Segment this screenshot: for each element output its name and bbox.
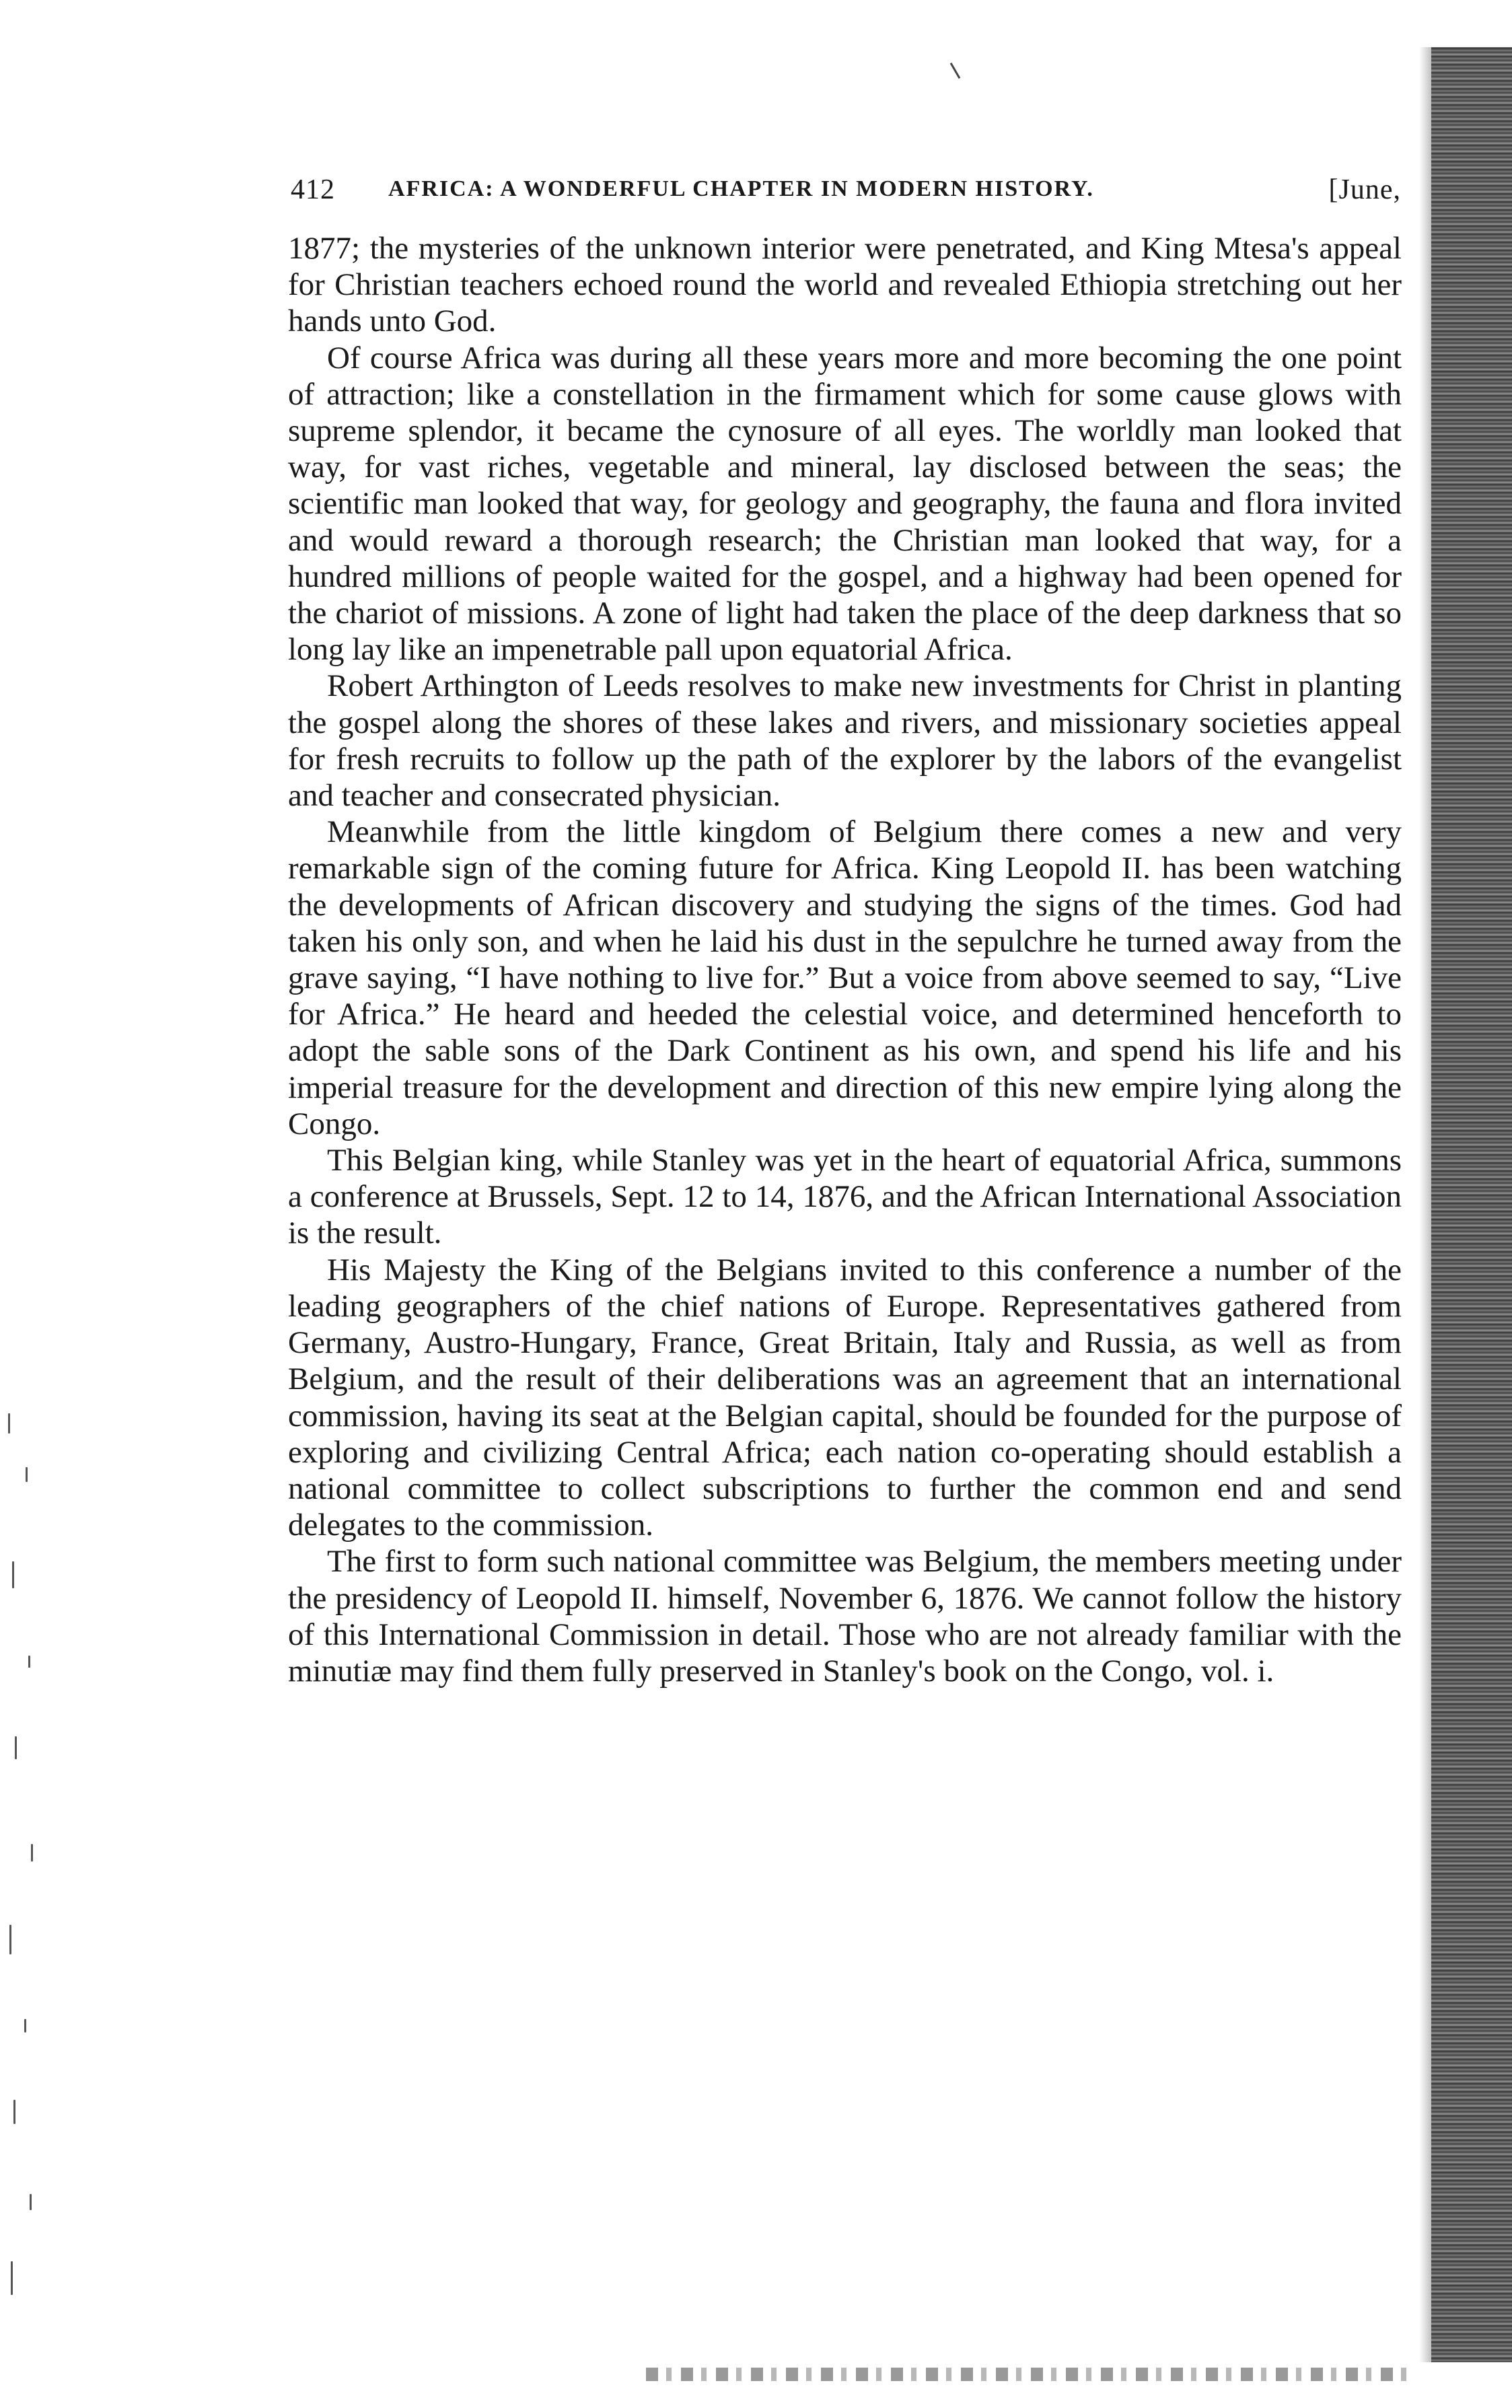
paragraph-6: His Majesty the King of the Belgians invited to this conference a number of the leading geographers of the chief nations of Europe. Representatives gathered from Germany, Austro-Hungary, France, Great Britain, Italy and Russia, as well as from Belgium, and the result of their deliberations was an agreement that an international commission, having its seat at the Belgian capital, should be founded for the purpose of exploring and civilizing Central Africa; each nation co-operating should establish a national committee to collect subscriptions to further the common end and send delegates to the commission. [288,1252,1402,1543]
page-header [291,174,1401,214]
scan-bottom-smudge [646,2368,1413,2381]
paragraph-2: Of course Africa was during all these years more and more becoming the one point of attraction; like a constellation in the firmament which for some cause glows with supreme splendor, it became the cynosure of all eyes. The worldly man looked that way, for vast riches, vegetable and mineral, lay disclosed between the seas; the scientific man looked that way, for geology and geography, the fauna and flora invited and would reward a thorough research; the Christian man looked that way, for a hundred millions of people waited for the gospel, and a highway had been opened for the chariot of missions. A zone of light had taken the place of the deep darkness that so long lay like an impenetrable pall upon equatorial Africa. [288,340,1402,668]
scan-left-specks [5,1413,46,2356]
scan-dark-edge [1431,47,1512,2362]
header-month: [June, [1328,174,1401,205]
page-body-text [288,230,1402,1689]
paragraph-1: 1877; the mysteries of the unknown interior were penetrated, and King Mtesa's appeal for Christian teachers echoed round the world and revealed Ethiopia stretching out her hands unto God. [288,231,1402,339]
page-number: 412 [291,174,335,205]
scan-shadow [1419,47,1431,2362]
paragraph-7: The first to form such national committee was Belgium, the members meeting under the presidency of Leopold II. himself, November 6, 1876. We cannot follow the history of this International Commission in detail. Those who are not already familiar with the minutiæ may find them fully preserved in Stanley's book on the Congo, vol. i. [288,1544,1402,1689]
paragraph-5: This Belgian king, while Stanley was yet in the heart of equatorial Africa, summons a conference at Brussels, Sept. 12 to 14, 1876, and the African International Association is the result. [288,1143,1402,1251]
scan-speck [950,63,961,79]
running-title: AFRICA: A WONDERFUL CHAPTER IN MODERN HISTORY. [388,176,1094,201]
paragraph-3: Robert Arthington of Leeds resolves to make new investments for Christ in planting the gospel along the shores of these lakes and rivers, and missionary societies appeal for fresh recruits to follow up the path of the explorer by the labors of the evangelist and teacher and consecrated physician. [288,668,1402,814]
paragraph-4: Meanwhile from the little kingdom of Belgium there comes a new and very remarkable sign of the coming future for Africa. King Leopold II. has been watching the developments of African discovery and studying the signs of the times. God had taken his only son, and when he laid his dust in the sepulchre he turned away from the grave saying, “I have nothing to live for.” But a voice from above seemed to say, “Live for Africa.” He heard and heeded the celestial voice, and determined henceforth to adopt the sable sons of the Dark Continent as his own, and spend his life and his imperial treasure for the development and direction of this new empire lying along the Congo. [288,814,1402,1141]
